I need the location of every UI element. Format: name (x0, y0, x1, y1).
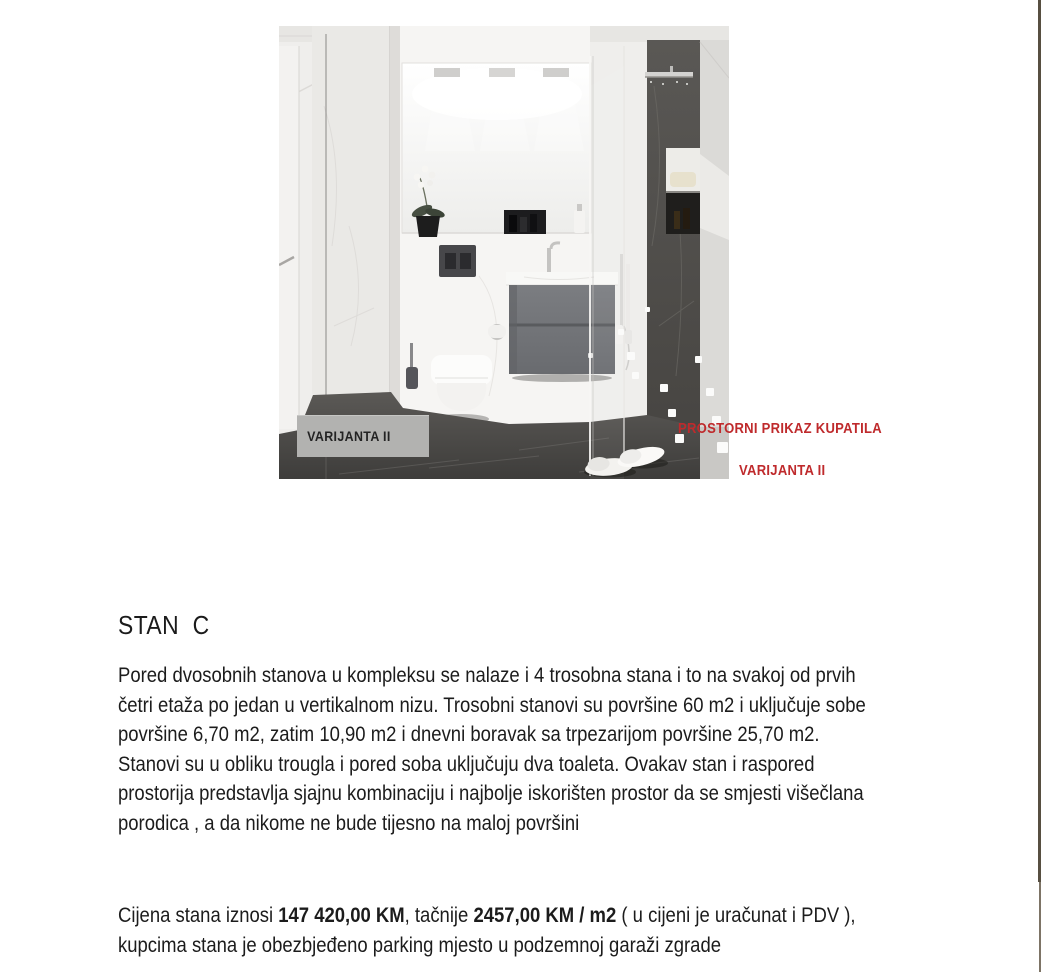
towel-icon (670, 172, 696, 187)
soap-dispenser-icon (574, 210, 585, 233)
price-text: Cijena stana iznosi (118, 904, 279, 927)
figure-caption-line2: VARIJANTA II (739, 463, 826, 479)
spotlight-icon (543, 68, 569, 77)
paragraph-line: Pored dvosobnih stanova u kompleksu se nalaze i 4 trosobna stana i to na svakoj od prvih (118, 664, 856, 687)
price-total-value: 147 420,00 KM (278, 904, 405, 927)
bathroom-photo (279, 26, 729, 479)
section-heading: STAN C (118, 610, 210, 640)
shower-marble-wall (647, 40, 729, 479)
toilet-brush-icon (410, 343, 413, 369)
spotlight-icon (434, 68, 460, 77)
price-line-2: kupcima stana je obezbjeđeno parking mjesto u podzemnoj garaži zgrade (118, 934, 722, 957)
price-text: , tačnije (404, 904, 474, 927)
bottle-icon (674, 211, 680, 229)
bathroom-render-graphic (279, 26, 729, 479)
paragraph-line: površine 6,70 m2, zatim 10,90 m2 i dnevni boravak sa trpezarijom površine 25,70 m2. (118, 723, 820, 747)
glass-partition (590, 46, 624, 479)
flush-plate-icon (439, 245, 476, 277)
variant-label-box (297, 415, 429, 457)
bathroom-door (279, 46, 299, 429)
bottle-icon (683, 208, 690, 229)
page-edge-line-top (1038, 0, 1041, 882)
left-marble-wall (312, 26, 400, 430)
paragraph-line: porodica , a da nikome ne bude tijesno na maloj površini (118, 811, 580, 835)
variant-label-text: VARIJANTA II (307, 428, 391, 444)
price-text: ( u cijeni je uračunat i PDV ), (616, 904, 856, 927)
figure-caption-line1: PROSTORNI PRIKAZ KUPATILA (678, 421, 882, 437)
page-edge-line-bottom (1039, 882, 1041, 972)
spotlight-icon (489, 68, 515, 77)
price-line-1 (118, 901, 856, 931)
paragraph-line: Stanovi su u obliku trougla i pored soba uključuju dva toaleta. Ovakav stan i raspored (118, 752, 815, 776)
price-paragraph (118, 901, 856, 961)
description-paragraph (118, 661, 866, 839)
paragraph-line: četri etaža po jedan u vertikalnom nizu. Trosobni stanovi su površine 60 m2 i uključuje sobe (118, 693, 866, 717)
paragraph-line: prostorija predstavlja sjajnu kombinaciju i najbolje iskorišten prostor da se smjesti višečlana (118, 782, 864, 806)
price-per-m2-value: 2457,00 KM / m2 (473, 904, 617, 927)
